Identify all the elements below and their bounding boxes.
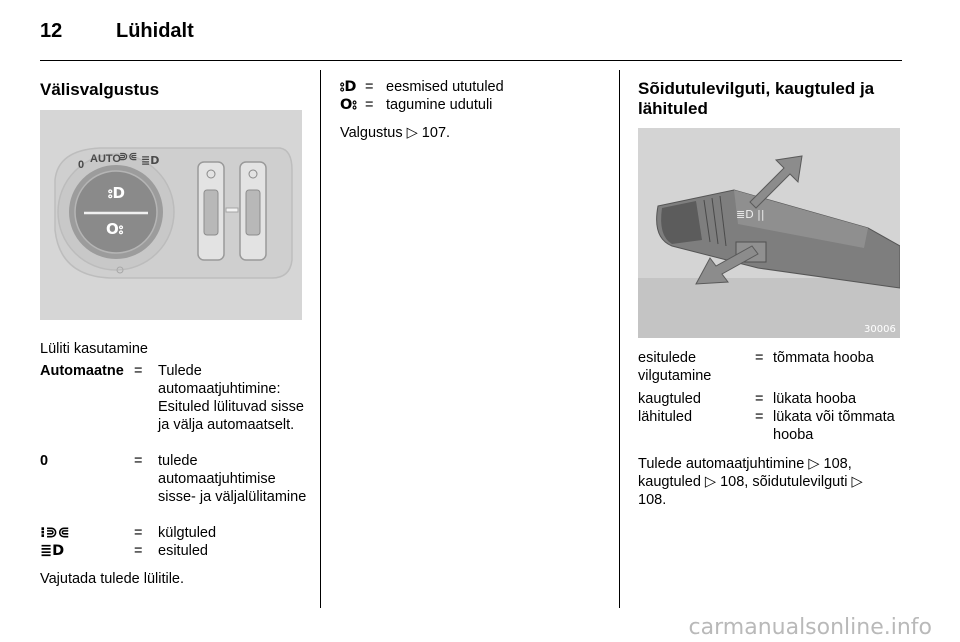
column-divider-left	[320, 70, 321, 608]
definition-row	[40, 542, 310, 560]
definition-text: tulede automaatjuhtimise sisse- ja väljalülitamine	[158, 453, 307, 505]
rear-fog-light-icon: O⦂	[340, 97, 357, 113]
definition-term: kaugtuled	[638, 391, 701, 407]
definition-separator: =	[134, 543, 143, 559]
definition-text: lükata hooba	[773, 391, 857, 407]
light-switch-illustration	[40, 110, 302, 320]
switch-instruction: Vajutada tulede lülitile.	[40, 571, 185, 587]
definition-separator: =	[365, 97, 374, 113]
definition-row	[40, 524, 310, 542]
svg-text:≣D: ≣D	[141, 154, 160, 167]
header-rule	[40, 60, 902, 61]
definition-separator: =	[134, 453, 143, 469]
definition-row	[340, 96, 610, 114]
definition-separator: =	[365, 79, 374, 95]
definition-text: esituled	[158, 543, 208, 559]
definition-term: lähituled	[638, 409, 693, 425]
svg-text:⦂D: ⦂D	[108, 184, 125, 202]
front-fog-light-icon: ⦂D	[340, 79, 357, 95]
definition-text: tagumine udutuli	[386, 97, 493, 113]
definition-row	[638, 408, 900, 444]
light-stalk-illustration	[638, 128, 900, 338]
definition-term: 0	[40, 453, 49, 469]
beams-reference: Tulede automaatjuhtimine ▷ 108, kaugtuled ▷ 108, sõidutulevilguti ▷ 108.	[638, 456, 863, 508]
watermark: carmanualsonline.info	[688, 615, 932, 640]
definition-row	[40, 362, 310, 452]
definition-separator: =	[134, 363, 143, 379]
side-lights-icon: ⁝⋑⋐	[40, 525, 70, 541]
headlights-icon: ≣D	[40, 543, 65, 559]
definition-row	[340, 78, 610, 96]
definition-row	[638, 390, 900, 408]
definition-separator: =	[755, 409, 764, 425]
switch-caption: Lüliti kasutamine	[40, 341, 148, 357]
definition-separator: =	[755, 350, 764, 366]
definition-row	[638, 349, 900, 385]
column-divider-right	[619, 70, 620, 608]
svg-text:≣D ||: ≣D ||	[736, 208, 765, 221]
lighting-reference: Valgustus ▷ 107.	[340, 125, 451, 141]
svg-text:⋑⋐: ⋑⋐	[119, 150, 138, 163]
definition-separator: =	[755, 391, 764, 407]
definition-text: lükata või tõmmata hooba	[773, 409, 895, 443]
definition-row	[40, 452, 310, 524]
definition-separator: =	[134, 525, 143, 541]
definition-text: külgtuled	[158, 525, 217, 541]
page-number: 12	[40, 20, 63, 42]
section-heading-exterior-lights: Välisvalgustus	[40, 80, 160, 99]
definition-term: Automaatne	[40, 363, 124, 379]
definition-text: tõmmata hooba	[773, 350, 874, 366]
definition-term: esitulede vilgutamine	[638, 350, 712, 384]
switch-label-auto: AUTO	[90, 153, 121, 165]
definition-text: eesmised ututuled	[386, 79, 504, 95]
svg-text:O⦂: O⦂	[106, 220, 124, 238]
switch-label-zero: 0	[78, 159, 85, 171]
section-heading-flash-beams: Sõidutulevilguti, kaugtuled ja lähituled	[638, 79, 875, 118]
illustration-number: 30006	[864, 324, 896, 335]
definition-text: Tulede automaatjuhtimine: Esituled lülituvad sisse ja välja automaatselt.	[158, 363, 304, 433]
page-title: Lühidalt	[116, 20, 194, 42]
